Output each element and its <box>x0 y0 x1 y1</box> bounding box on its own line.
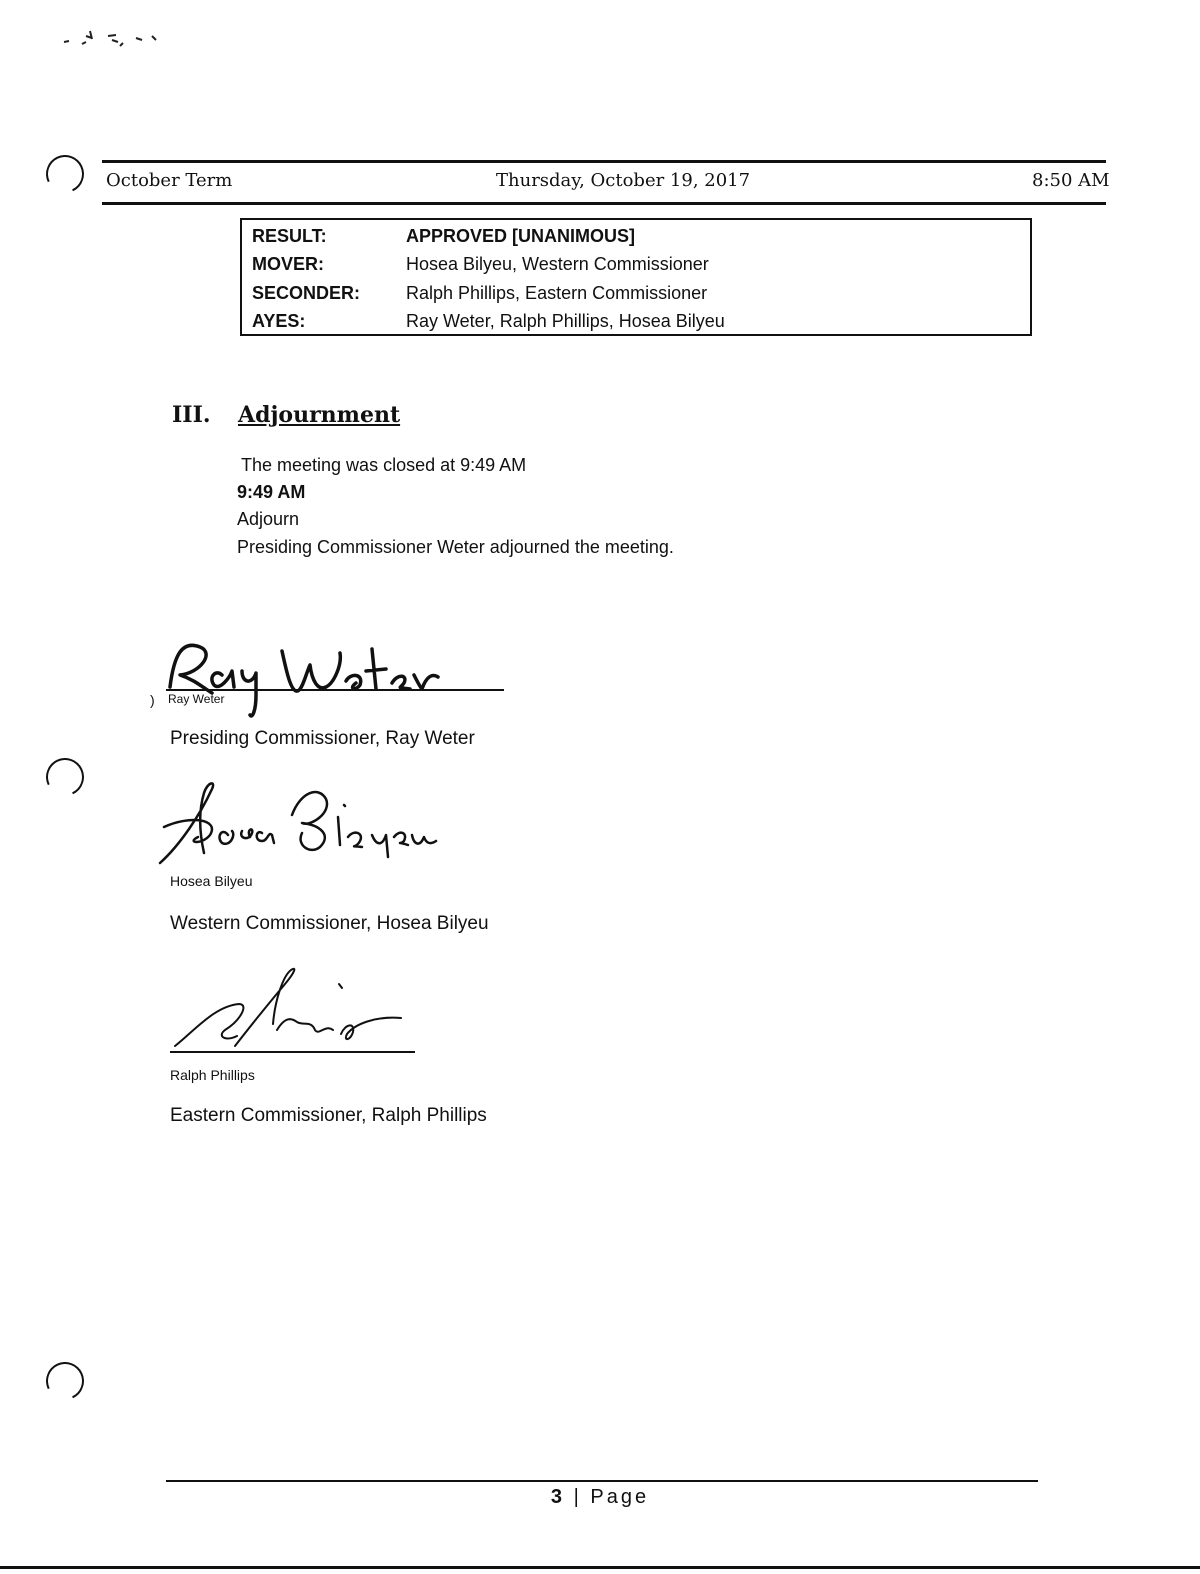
hosea-bilyeu-signature <box>150 775 450 875</box>
footer-rule <box>166 1480 1038 1482</box>
printed-name-ralph-phillips: Ralph Phillips <box>170 1067 255 1083</box>
page-label: | Page <box>573 1486 650 1508</box>
header-top-rule <box>102 160 1106 163</box>
header-term: October Term <box>106 170 233 191</box>
ayes-value: Ray Weter, Ralph Phillips, Hosea Bilyeu <box>406 311 725 331</box>
scan-speck-marks <box>60 26 170 56</box>
title-hosea-bilyeu: Western Commissioner, Hosea Bilyeu <box>170 913 489 934</box>
page-number: 3 <box>550 1486 566 1508</box>
punch-hole-bottom <box>41 1357 90 1406</box>
closing-time-bold: 9:49 AM <box>237 482 306 502</box>
punch-hole-middle <box>41 753 90 802</box>
page-footer <box>0 1486 1200 1509</box>
vote-result-box <box>240 218 1032 336</box>
section-title: Adjournment <box>238 402 401 428</box>
signature-line-ralph-phillips <box>170 1051 415 1053</box>
result-value: APPROVED [UNANIMOUS] <box>406 226 636 246</box>
mover-label: MOVER: <box>252 254 324 274</box>
seconder-label: SECONDER: <box>252 283 361 303</box>
punch-hole-top <box>41 150 90 199</box>
ayes-label: AYES: <box>252 311 306 331</box>
signature-line-ray-weter <box>166 689 504 691</box>
scan-bottom-edge <box>0 1566 1200 1569</box>
header-time: 8:50 AM <box>1032 170 1110 191</box>
printed-name-ray-weter: Ray Weter <box>168 692 225 706</box>
ralph-phillips-signature <box>165 960 425 1060</box>
header-bottom-rule <box>102 202 1106 205</box>
header-date: Thursday, October 19, 2017 <box>496 170 751 191</box>
closing-time-line: The meeting was closed at 9:49 AM <box>241 455 527 475</box>
adjourned-statement: Presiding Commissioner Weter adjourned the meeting. <box>237 537 674 557</box>
title-ray-weter: Presiding Commissioner, Ray Weter <box>170 728 475 749</box>
tick-mark: ) <box>150 692 155 708</box>
result-label: RESULT: <box>252 226 327 246</box>
title-ralph-phillips: Eastern Commissioner, Ralph Phillips <box>170 1105 487 1126</box>
mover-value: Hosea Bilyeu, Western Commissioner <box>406 254 709 274</box>
printed-name-hosea-bilyeu: Hosea Bilyeu <box>170 873 253 889</box>
adjourn-line: Adjourn <box>237 509 300 529</box>
seconder-value: Ralph Phillips, Eastern Commissioner <box>406 283 708 303</box>
section-number: III. <box>172 402 211 428</box>
